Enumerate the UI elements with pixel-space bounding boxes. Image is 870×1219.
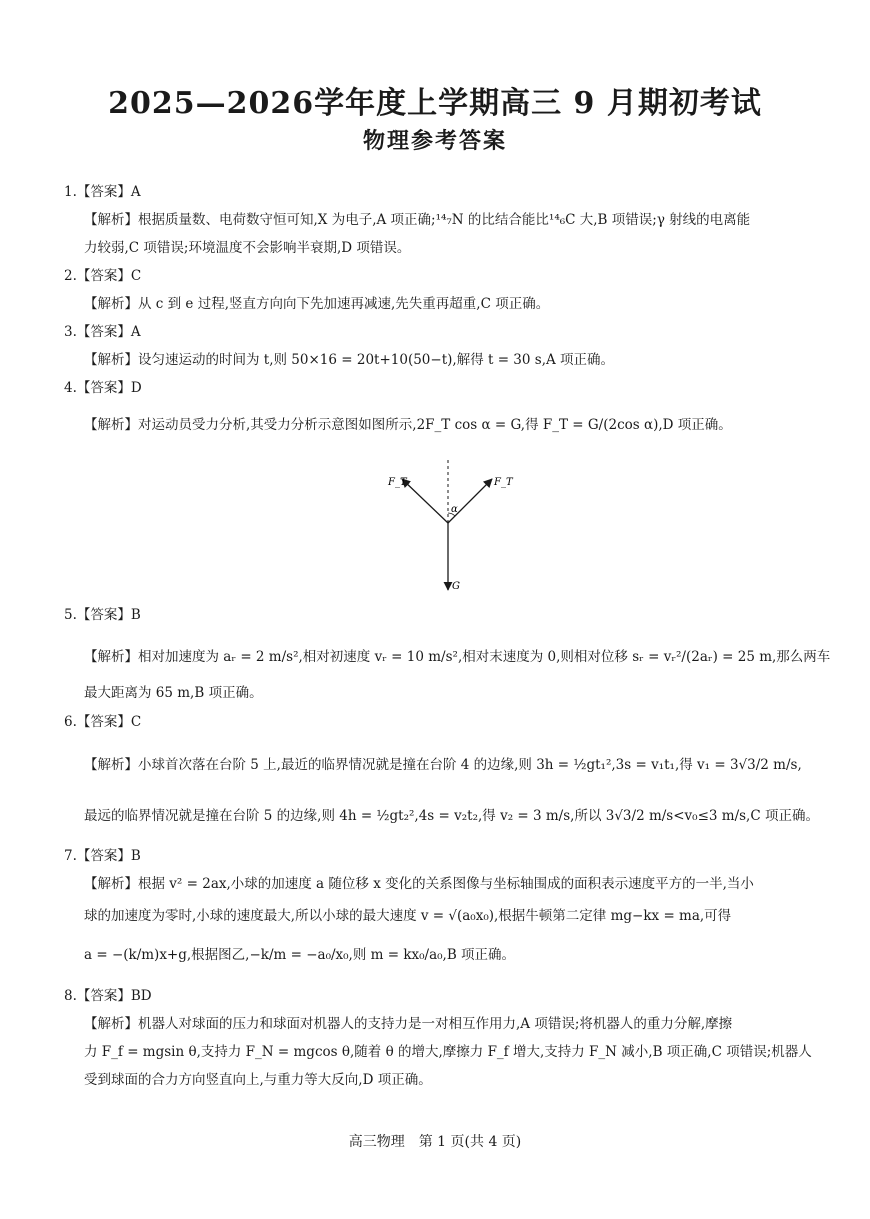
explanation-line: 受到球面的合力方向竖直向上,与重力等大反向,D 项正确。 xyxy=(84,1072,432,1088)
explanation-line: 【解析】设匀速运动的时间为 t,则 50×16 = 20t+10(50−t),解得 t = 30 s,A 项正确。 xyxy=(84,352,615,368)
left-tension-label: F_T xyxy=(388,477,407,488)
answer-label: 1.【答案】A xyxy=(64,184,141,200)
answer-label: 4.【答案】D xyxy=(64,380,142,396)
explanation-line: 最远的临界情况就是撞在台阶 5 的边缘,则 4h = ½gt₂²,4s = v₂t₂,得 v₂ = 3 m/s,所以 3√3/2 m/s<v₀≤3 m/s,C 项正确。 xyxy=(84,808,819,824)
explanation-line: 【解析】小球首次落在台阶 5 上,最近的临界情况就是撞在台阶 4 的边缘,则 3h = ½gt₁²,3s = v₁t₁,得 v₁ = 3√3/2 m/s, xyxy=(84,757,802,773)
explanation-line: 【解析】相对加速度为 aᵣ = 2 m/s²,相对初速度 vᵣ = 10 m/s²,相对末速度为 0,则相对位移 sᵣ = vᵣ²/(2aᵣ) = 25 m,那么两车 xyxy=(84,649,831,665)
explanation-line: 最大距离为 65 m,B 项正确。 xyxy=(84,685,263,701)
answer-label: 7.【答案】B xyxy=(64,848,141,864)
answer-label: 3.【答案】A xyxy=(64,324,141,340)
explanation-line: 力较弱,C 项错误;环境温度不会影响半衰期,D 项错误。 xyxy=(84,240,411,256)
angle-label: α xyxy=(451,504,458,515)
gravity-label: G xyxy=(452,581,460,592)
explanation-line: 【解析】对运动员受力分析,其受力分析示意图如图所示,2F_T cos α = G,得 F_T = G/(2cos α),D 项正确。 xyxy=(84,417,732,433)
explanation-line: 【解析】根据质量数、电荷数守恒可知,X 为电子,A 项正确;¹⁴₇N 的比结合能比¹⁴₆C 大,B 项错误;γ 射线的电离能 xyxy=(84,212,751,228)
right-tension-label: F_T xyxy=(494,477,513,488)
explanation-line: 球的加速度为零时,小球的速度最大,所以小球的最大速度 v = √(a₀x₀),根据牛顿第二定律 mg−kx = ma,可得 xyxy=(84,908,732,924)
page-subtitle: 物理参考答案 xyxy=(362,128,507,154)
explanation-line: a = −(k/m)x+g,根据图乙,−k/m = −a₀/x₀,则 m = kx₀/a₀,B 项正确。 xyxy=(84,947,516,963)
answer-label: 5.【答案】B xyxy=(64,607,141,623)
explanation-line: 力 F_f = mgsin θ,支持力 F_N = mgcos θ,随着 θ 的增大,摩擦力 F_f 增大,支持力 F_N 减小,B 项正确,C 项错误;机器人 xyxy=(84,1044,812,1060)
force-diagram xyxy=(380,455,530,600)
explanation-line: 【解析】机器人对球面的压力和球面对机器人的支持力是一对相互作用力,A 项错误;将机器人的重力分解,摩擦 xyxy=(84,1016,733,1032)
left-tension-arrow xyxy=(402,479,448,523)
page-title: 2025—2026学年度上学期高三 9 月期初考试 xyxy=(108,86,762,121)
right-tension-arrow xyxy=(448,479,492,523)
explanation-line: 【解析】根据 v² = 2ax,小球的加速度 a 随位移 x 变化的关系图像与坐标轴围成的面积表示速度平方的一半,当小 xyxy=(84,876,754,892)
page-footer: 高三物理 第 1 页(共 4 页) xyxy=(348,1134,522,1150)
answer-label: 6.【答案】C xyxy=(64,714,142,730)
answer-label: 8.【答案】BD xyxy=(64,988,152,1004)
explanation-line: 【解析】从 c 到 e 过程,竖直方向向下先加速再减速,先失重再超重,C 项正确。 xyxy=(84,296,550,312)
answer-label: 2.【答案】C xyxy=(64,268,142,284)
